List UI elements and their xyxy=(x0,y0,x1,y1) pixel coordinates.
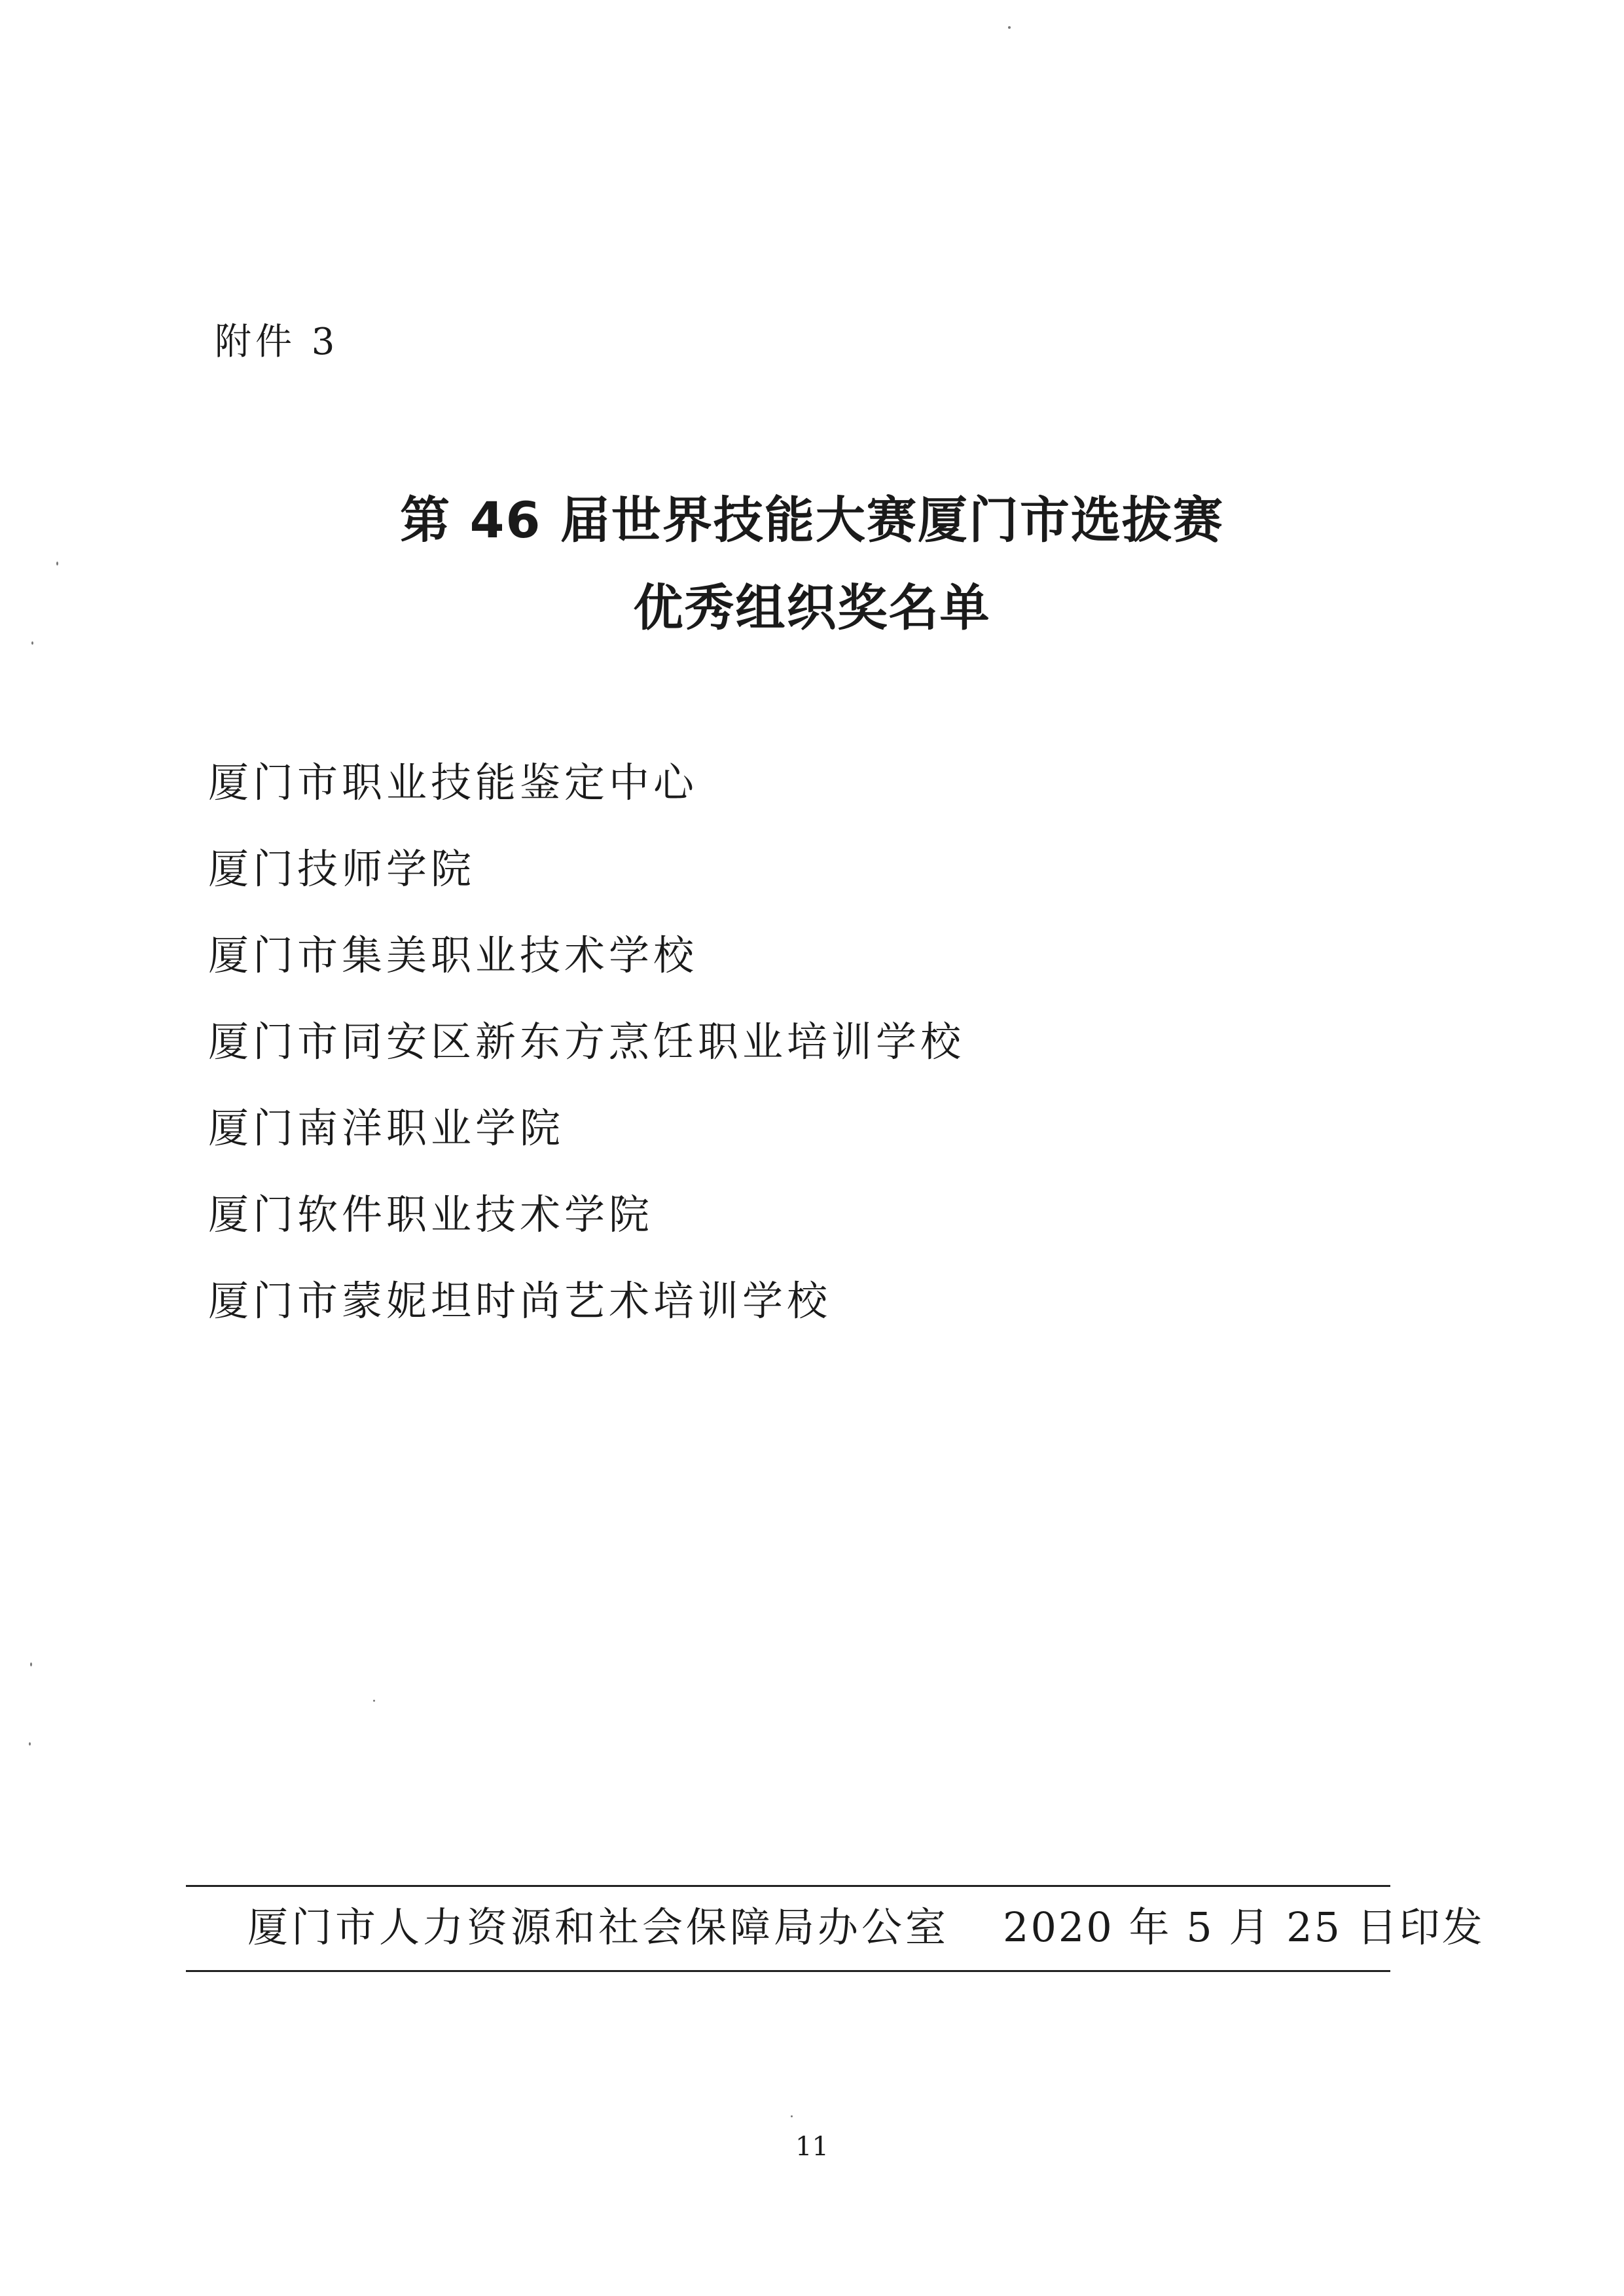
scan-speck xyxy=(791,2115,793,2117)
title-line-1: 第 46 届世界技能大赛厦门市选拔赛 xyxy=(400,491,1224,549)
scan-speck xyxy=(56,562,58,565)
page-number: 11 xyxy=(795,2132,829,2162)
list-item: 厦门南洋职业学院 xyxy=(208,1104,565,1152)
scan-speck xyxy=(30,1662,32,1666)
scan-speck xyxy=(1008,26,1011,29)
list-item: 厦门市同安区新东方烹饪职业培训学校 xyxy=(208,1018,965,1066)
list-item: 厦门技师学院 xyxy=(208,845,476,893)
footer-bottom-rule xyxy=(186,1970,1390,1972)
list-item: 厦门软件职业技术学院 xyxy=(208,1191,654,1238)
list-item: 厦门市蒙妮坦时尚艺术培训学校 xyxy=(208,1277,832,1325)
scan-speck xyxy=(29,1742,31,1746)
organization-list xyxy=(208,740,965,1344)
document-title xyxy=(0,476,1624,652)
list-item: 厦门市集美职业技术学校 xyxy=(208,931,698,979)
list-item: 厦门市职业技能鉴定中心 xyxy=(208,759,698,806)
scan-speck xyxy=(373,1700,375,1702)
footer-issuer: 厦门市人力资源和社会保障局办公室 xyxy=(247,1903,950,1951)
scan-speck xyxy=(31,641,33,645)
attachment-label: 附件 3 xyxy=(215,321,339,363)
footer-top-rule xyxy=(186,1885,1390,1887)
title-line-2: 优秀组织奖名单 xyxy=(633,579,991,637)
footer-date: 2020 年 5 月 25 日印发 xyxy=(1003,1903,1485,1951)
